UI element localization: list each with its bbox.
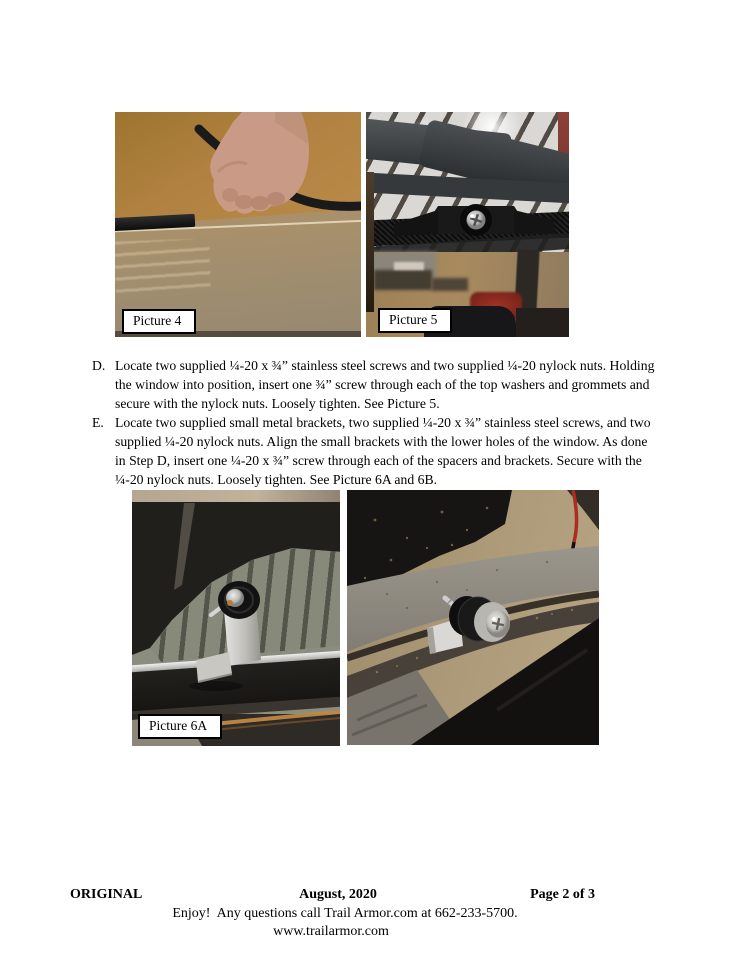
step-d-marker: D. <box>92 358 106 373</box>
footer-original: ORIGINAL <box>70 887 143 902</box>
hand-holding-trim-illustration <box>115 112 361 337</box>
step-e <box>92 413 658 489</box>
footer-page-number: Page 2 of 3 <box>530 887 595 902</box>
red-wire <box>573 490 577 542</box>
picture-6b-photo <box>347 490 599 745</box>
footer-date: August, 2020 <box>299 887 377 902</box>
orange-streak-illustration <box>132 490 340 746</box>
step-e-marker: E. <box>92 415 104 430</box>
picture-5-label <box>378 308 452 333</box>
bracket-screw-illustration <box>366 112 569 337</box>
footer-website: www.trailarmor.com <box>273 924 389 939</box>
picture-6a-label <box>138 714 222 739</box>
closeup-washer-illustration <box>347 490 599 745</box>
picture-5-label-text: Picture 5 <box>389 312 438 327</box>
picture-4-label <box>122 309 196 334</box>
picture-6a-photo <box>132 490 340 746</box>
picture-5-photo <box>366 112 569 337</box>
instruction-list <box>92 356 658 489</box>
dark-corner-blur <box>567 490 599 530</box>
step-e-text: Locate two supplied small metal brackets, two supplied ¼-20 x ¾” stainless steel screws, and two supplied ¼-20 nylock nuts. Align the small brackets with the lower holes of the window. As done in Step D, insert one ¼-20 x ¾” screw through each of the spacers and brackets. Secure with the ¼-20 nylock nuts. Loosely tighten. See Picture 6A and 6B. <box>115 415 651 487</box>
step-d <box>92 356 658 413</box>
picture-4-photo <box>115 112 361 337</box>
footer-contact-line: Enjoy! Any questions call Trail Armor.com at 662-233-5700. <box>172 906 518 921</box>
picture-4-label-text: Picture 4 <box>133 313 182 328</box>
picture-6a-label-text: Picture 6A <box>149 718 208 733</box>
step-d-text: Locate two supplied ¼-20 x ¾” stainless steel screws and two supplied ¼-20 nylock nuts. Holding the window into position, insert one ¾” screw through each of the top washers and grommets and secure with the nylock nuts. Loosely tighten. See Picture 5. <box>115 358 655 411</box>
